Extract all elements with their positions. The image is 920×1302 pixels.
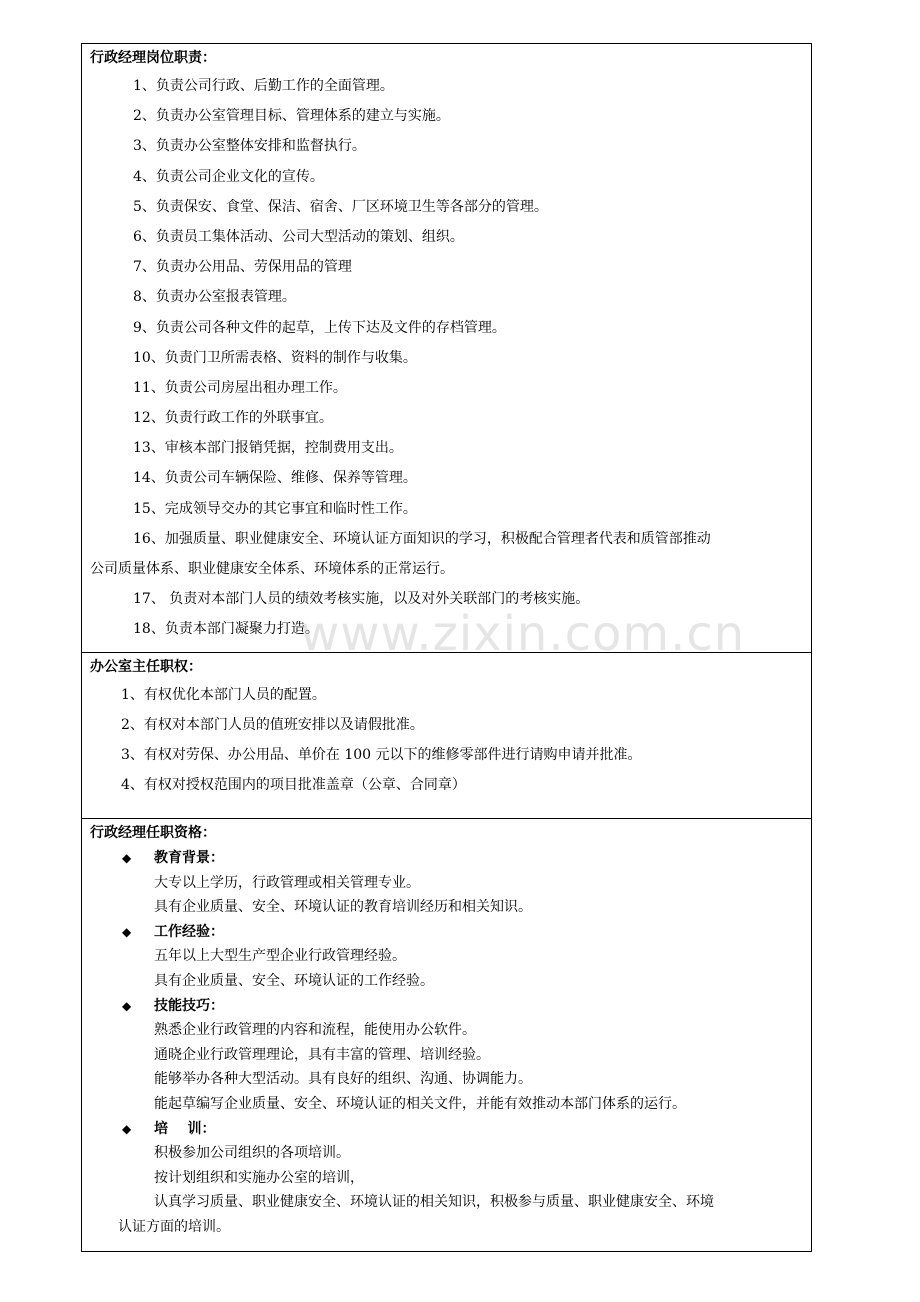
duty-item: 7、负责办公用品、劳保用品的管理 xyxy=(133,259,352,276)
duty-item: 12、负责行政工作的外联事宜。 xyxy=(133,410,333,427)
duty-item: 10、负责门卫所需表格、资料的制作与收集。 xyxy=(133,349,417,366)
qualification-line: 按计划组织和实施办公室的培训， xyxy=(154,1169,364,1186)
section-office-director-authority xyxy=(82,654,811,819)
duty-item: 11、负责公司房屋出租办理工作。 xyxy=(133,379,347,396)
section-qualifications xyxy=(82,820,811,1251)
section-title-authority: 办公室主任职权： xyxy=(90,659,202,675)
duty-item: 9、负责公司各种文件的起草，上传下达及文件的存档管理。 xyxy=(133,319,506,336)
qualification-line: 认真学习质量、职业健康安全、环境认证的相关知识，积极参与质量、职业健康安全、环境 xyxy=(154,1194,714,1211)
group-education xyxy=(90,846,805,871)
section-title-qualifications: 行政经理任职资格： xyxy=(90,825,216,841)
duty-item: 2、负责办公室管理目标、管理体系的建立与实施。 xyxy=(133,108,450,125)
duty-item-17: 17、 负责对本部门人员的绩效考核实施，以及对外关联部门的考核实施。 xyxy=(133,591,590,608)
authority-item: 4、有权对授权范围内的项目批准盖章（公章、合同章） xyxy=(121,777,466,793)
section-manager-duties xyxy=(82,45,811,653)
duty-item-18: 18、负责本部门凝聚力打造。 xyxy=(133,621,319,638)
job-description-table xyxy=(81,43,812,1252)
diamond-bullet-icon: ◆ xyxy=(122,924,132,939)
duty-item: 15、完成领导交办的其它事宜和临时性工作。 xyxy=(133,500,417,517)
watermark: www.zixin.com.cn xyxy=(300,606,746,662)
qualification-line: 认证方面的培训。 xyxy=(118,1218,230,1235)
group-label: 教育背景： xyxy=(154,850,224,866)
duty-item: 3、负责办公室整体安排和监督执行。 xyxy=(133,138,366,155)
section-title-duties: 行政经理岗位职责： xyxy=(90,50,216,66)
diamond-bullet-icon: ◆ xyxy=(122,998,132,1013)
duty-item-16-line1: 16、加强质量、职业健康安全、环境认证方面知识的学习，积极配合管理者代表和质管部推动 xyxy=(133,530,711,547)
qualification-line: 五年以上大型生产型企业行政管理经验。 xyxy=(154,948,406,965)
group-skills xyxy=(90,994,805,1019)
authority-item: 3、有权对劳保、办公用品、单价在 100 元以下的维修零部件进行请购申请并批准。 xyxy=(121,747,642,763)
group-label: 工作经验： xyxy=(154,923,224,940)
group-label: 技能技巧： xyxy=(154,997,224,1014)
duty-item: 5、负责保安、食堂、保洁、宿舍、厂区环境卫生等各部分的管理。 xyxy=(133,198,548,215)
diamond-bullet-icon: ◆ xyxy=(122,851,132,865)
duty-item: 1、负责公司行政、后勤工作的全面管理。 xyxy=(133,78,394,94)
group-label: 培 训： xyxy=(154,1120,216,1137)
qualification-line: 能够举办各种大型活动。具有良好的组织、沟通、协调能力。 xyxy=(154,1071,532,1088)
authority-item: 2、有权对本部门人员的值班安排以及请假批准。 xyxy=(121,717,424,733)
diamond-bullet-icon: ◆ xyxy=(122,1121,132,1136)
qualification-line: 积极参加公司组织的各项培训。 xyxy=(154,1145,350,1162)
duty-item: 8、负责办公室报表管理。 xyxy=(133,289,296,306)
qualification-line: 能起草编写企业质量、安全、环境认证的相关文件，并能有效推动本部门体系的运行。 xyxy=(154,1095,686,1112)
qualification-line: 具有企业质量、安全、环境认证的教育培训经历和相关知识。 xyxy=(154,899,532,916)
duty-item: 13、审核本部门报销凭据，控制费用支出。 xyxy=(133,440,403,457)
authority-item: 1、有权优化本部门人员的配置。 xyxy=(121,687,326,703)
qualification-line: 具有企业质量、安全、环境认证的工作经验。 xyxy=(154,972,434,989)
qualification-line: 通晓企业行政管理理论，具有丰富的管理、培训经验。 xyxy=(154,1046,490,1063)
qualification-line: 大专以上学历，行政管理或相关管理专业。 xyxy=(154,874,420,891)
duty-item: 14、负责公司车辆保险、维修、保养等管理。 xyxy=(133,470,417,487)
duty-item: 6、负责员工集体活动、公司大型活动的策划、组织。 xyxy=(133,228,464,245)
qualification-line: 熟悉企业行政管理的内容和流程，能使用办公软件。 xyxy=(154,1022,476,1039)
duty-item: 4、负责公司企业文化的宣传。 xyxy=(133,168,324,185)
group-training xyxy=(90,1117,805,1142)
group-experience xyxy=(90,920,805,945)
duty-item-16-line2: 公司质量体系、职业健康安全体系、环境体系的正常运行。 xyxy=(90,561,454,577)
